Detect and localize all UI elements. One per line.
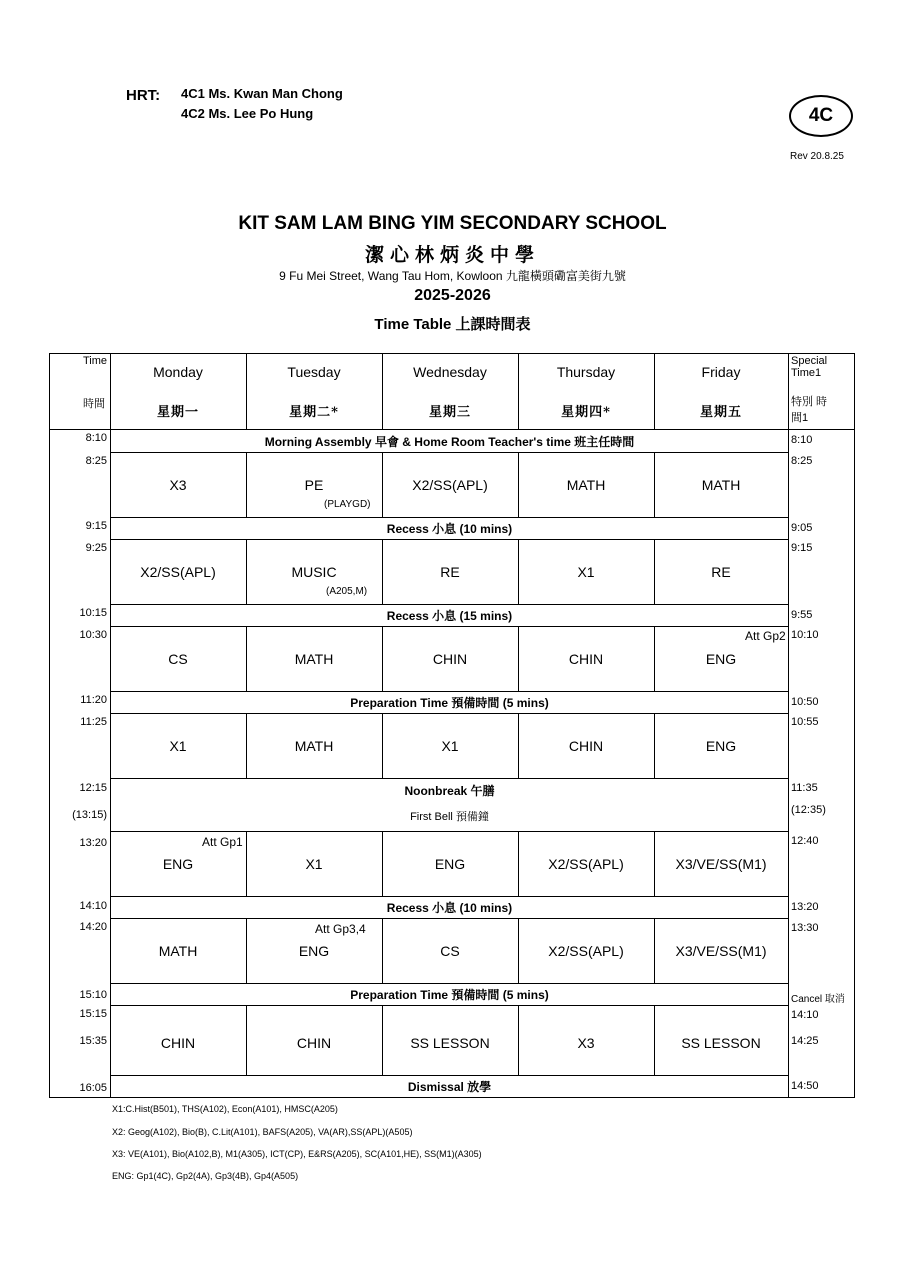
time-special: 11:35 xyxy=(791,782,818,794)
room-note-pe: (PLAYGD) xyxy=(324,499,371,510)
header-divider xyxy=(382,353,383,429)
day-tuesday-en: Tuesday xyxy=(287,364,341,380)
time-left: 8:25 xyxy=(85,455,107,467)
lesson-cell: CHIN xyxy=(568,737,604,754)
day-monday-en: Monday xyxy=(153,364,203,380)
lesson-cell: SS LESSON xyxy=(681,1035,761,1051)
lesson-cell: MATH xyxy=(158,942,198,959)
time-special: 14:25 xyxy=(791,1035,819,1047)
time-left: 14:20 xyxy=(79,921,107,933)
time-left: 12:15 xyxy=(79,782,107,794)
header-divider xyxy=(246,353,247,429)
day-tuesday-zh: 星期二* xyxy=(289,404,339,420)
grid-border-bottom xyxy=(49,1097,855,1098)
time-left: 10:30 xyxy=(79,629,107,641)
lesson-cell: X3/VE/SS(M1) xyxy=(675,942,767,959)
special-column-divider xyxy=(788,353,789,1098)
band-recess-2: Recess 小息 (15 mins) xyxy=(386,609,513,623)
time-special: 9:05 xyxy=(791,522,813,534)
band-preparation-1: Preparation Time 預備時間 (5 mins) xyxy=(350,696,549,710)
grid-border-top xyxy=(49,353,855,354)
day-friday-zh: 星期五 xyxy=(699,404,742,420)
lesson-cell: X1 xyxy=(169,737,187,754)
header-special-zh: 特別 時間1 xyxy=(791,396,828,424)
footnote-eng: ENG: Gp1(4C), Gp2(4A), Gp3(4B), Gp4(A505) xyxy=(112,1171,299,1181)
lesson-cell: CS xyxy=(440,942,460,959)
academic-year: 2025-2026 xyxy=(414,287,491,304)
lesson-cell: MATH xyxy=(294,737,334,754)
lesson-cell: ENG xyxy=(298,942,330,959)
time-left: 15:10 xyxy=(79,989,107,1001)
lesson-cell: RE xyxy=(711,563,731,580)
lesson-cell: X3 xyxy=(169,476,187,493)
time-left: 9:25 xyxy=(85,542,107,554)
header-special-en: Special Time1 xyxy=(791,355,828,379)
time-special: 12:40 xyxy=(791,835,819,847)
time-left: (13:15) xyxy=(72,809,107,821)
footnote-x3: X3: VE(A101), Bio(A102,B), M1(A305), ICT(CP), E&RS(A205), SC(A101,HE), SS(M1)(A305) xyxy=(112,1149,482,1159)
time-special: 14:10 xyxy=(791,1009,819,1021)
day-wednesday-en: Wednesday xyxy=(413,364,487,380)
lesson-cell: X2/SS(APL) xyxy=(548,942,624,959)
lesson-cell: ENG xyxy=(162,855,194,872)
time-special: 14:50 xyxy=(791,1080,819,1092)
band-morning-assembly: Morning Assembly 早會 & Home Room Teacher's time 班主任時間 xyxy=(264,434,635,449)
lesson-cell: X2/SS(APL) xyxy=(548,855,624,872)
header-divider xyxy=(518,353,519,429)
footnote-x1: X1:C.Hist(B501), THS(A102), Econ(A101), HMSC(A205) xyxy=(112,1104,338,1114)
lesson-cell: CS xyxy=(168,650,188,667)
time-special: 9:15 xyxy=(791,542,813,554)
lesson-cell: CHIN xyxy=(568,650,604,667)
grid-border-right xyxy=(854,353,855,1098)
school-name-zh: 潔心林炳炎中學 xyxy=(364,244,540,266)
time-special: (12:35) xyxy=(791,804,826,816)
lesson-cell: MATH xyxy=(566,476,606,493)
time-left: 10:15 xyxy=(79,607,107,619)
lesson-cell: PE xyxy=(304,476,324,493)
day-thursday-en: Thursday xyxy=(556,364,616,380)
lesson-cell: MATH xyxy=(294,650,334,667)
lesson-cell: X2/SS(APL) xyxy=(412,476,488,493)
lesson-cell: MATH xyxy=(701,476,741,493)
header-divider xyxy=(654,353,655,429)
time-special: 10:55 xyxy=(791,716,819,728)
lesson-cell: SS LESSON xyxy=(410,1035,490,1051)
hrt-teacher-2: 4C2 Ms. Lee Po Hung xyxy=(181,106,314,121)
lesson-cell: X1 xyxy=(305,855,323,872)
attendance-group-note: Att Gp2 xyxy=(745,629,786,643)
time-left: 13:20 xyxy=(79,837,107,849)
lesson-cell: X3/VE/SS(M1) xyxy=(675,855,767,872)
class-badge: 4C xyxy=(789,95,853,137)
lesson-cell: X1 xyxy=(441,737,459,754)
attendance-group-note: Att Gp3,4 xyxy=(315,922,366,936)
footnote-x2: X2: Geog(A102), Bio(B), C.Lit(A101), BAFS(A205), VA(AR),SS(APL)(A505) xyxy=(112,1127,413,1137)
time-left: 9:15 xyxy=(85,520,107,532)
time-special: 10:10 xyxy=(791,629,819,641)
lesson-cell: X2/SS(APL) xyxy=(140,563,216,580)
lesson-cell: ENG xyxy=(434,855,466,872)
band-noonbreak: Noonbreak 午膳 xyxy=(404,783,495,798)
lesson-cell: ENG xyxy=(705,737,737,754)
attendance-group-note: Att Gp1 xyxy=(202,835,243,849)
time-left: 16:05 xyxy=(79,1082,107,1094)
time-left: 14:10 xyxy=(79,900,107,912)
timetable-grid xyxy=(49,353,855,1098)
time-left: 11:20 xyxy=(80,694,107,706)
time-special: 13:20 xyxy=(791,901,819,913)
day-thursday-zh: 星期四* xyxy=(561,404,611,420)
lesson-cell: CHIN xyxy=(432,650,468,667)
time-special: 9:55 xyxy=(791,609,813,621)
day-friday-en: Friday xyxy=(701,364,741,380)
hrt-teacher-1: 4C1 Ms. Kwan Man Chong xyxy=(181,86,343,101)
room-note-music: (A205,M) xyxy=(326,586,368,597)
lesson-cell: MUSIC xyxy=(291,563,337,580)
time-special: 10:50 xyxy=(791,696,819,708)
time-special: 13:30 xyxy=(791,922,819,934)
band-recess-3: Recess 小息 (10 mins) xyxy=(386,901,513,915)
lesson-cell: X1 xyxy=(577,563,595,580)
time-special: 8:25 xyxy=(791,455,813,467)
band-recess-1: Recess 小息 (10 mins) xyxy=(386,522,513,536)
time-special: 8:10 xyxy=(791,434,813,446)
lesson-cell: RE xyxy=(440,563,460,580)
lesson-cell: ENG xyxy=(705,650,737,667)
lesson-cell: X3 xyxy=(577,1035,595,1051)
school-address: 9 Fu Mei Street, Wang Tau Hom, Kowloon 九龍橫頭磡富美街九號 xyxy=(279,269,626,283)
hrt-label: HRT: xyxy=(126,87,161,104)
header-time-en: Time xyxy=(83,355,108,367)
day-wednesday-zh: 星期三 xyxy=(428,404,471,420)
time-left: 11:25 xyxy=(80,716,107,728)
header-time-zh: 時間 xyxy=(83,397,105,410)
time-left: 15:35 xyxy=(79,1035,107,1047)
school-name-en: KIT SAM LAM BING YIM SECONDARY SCHOOL xyxy=(238,213,667,234)
revision-label: Rev 20.8.25 xyxy=(790,151,844,162)
day-monday-zh: 星期一 xyxy=(156,404,199,420)
lesson-cell: CHIN xyxy=(160,1035,196,1051)
time-left: 8:10 xyxy=(85,432,107,444)
time-special: Cancel 取消 xyxy=(791,994,845,1005)
band-preparation-2: Preparation Time 預備時間 (5 mins) xyxy=(350,988,549,1002)
band-first-bell: First Bell 預備鐘 xyxy=(410,811,489,823)
timetable-title: Time Table 上課時間表 xyxy=(374,316,531,333)
band-dismissal: Dismissal 放學 xyxy=(407,1080,492,1094)
time-left: 15:15 xyxy=(79,1008,107,1020)
lesson-cell: CHIN xyxy=(296,1035,332,1051)
